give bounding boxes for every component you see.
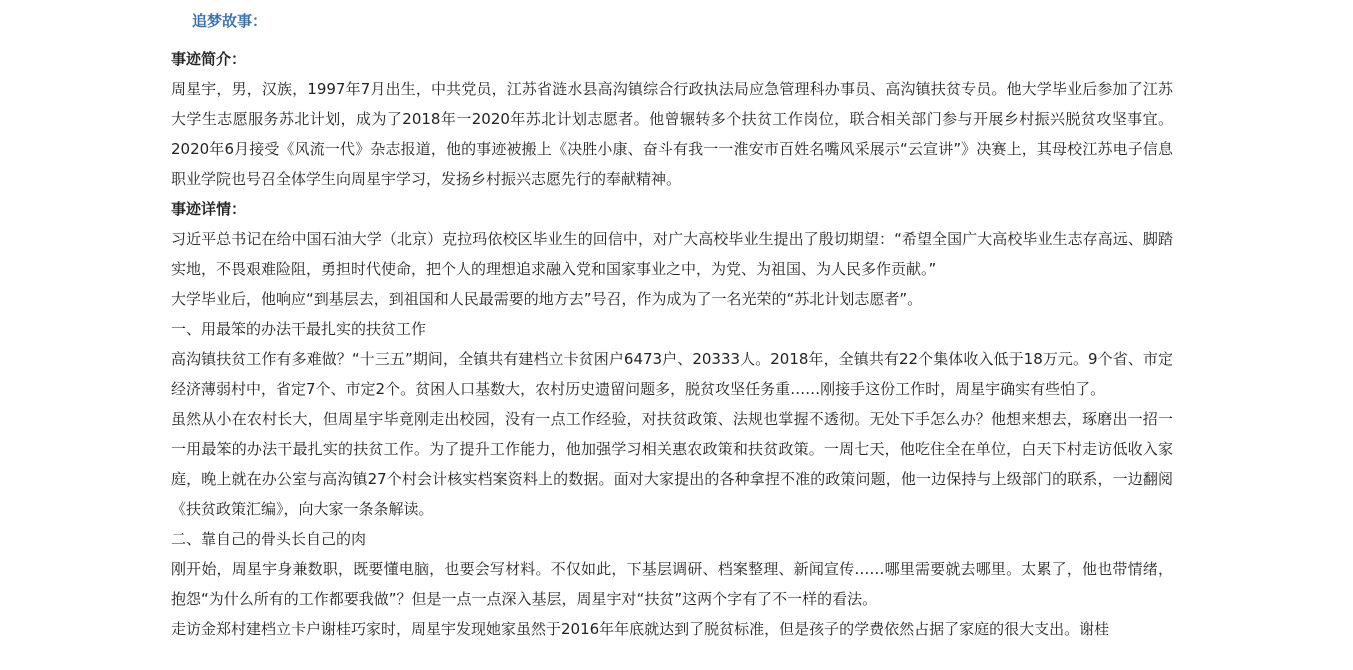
paragraph: 大学毕业后，他响应“到基层去，到祖国和人民最需要的地方去”号召，作为成为了一名光荣的“苏北计划志愿者”。 [171, 290, 923, 308]
intro-label: 事迹简介： [171, 50, 247, 68]
intro-paragraph: 周星宇，男，汉族，1997年7月出生，中共党员，江苏省涟水县高沟镇综合行政执法局应急管理科办事员、高沟镇扶贫专员。他大学毕业后参加了江苏大学生志愿服务苏北计划，成为了2018年一2020年苏北计划志愿者。他曾辗转多个扶贫工作岗位，联合相关部门参与开展乡村振兴脱贫攻坚事宜。2020年6月接受《风流一代》杂志报道，他的事迹被搬上《决胜小康、奋斗有我一一淮安市百姓名嘴风采展示“云宣讲”》决赛上，其母校江苏电子信息职业学院也号召全体学生向周星宇学习，发扬乡村振兴志愿先行的奉献精神。 [171, 80, 1173, 188]
detail-label: 事迹详情： [171, 200, 247, 218]
subheading: 二、靠自己的骨头长自己的肉 [171, 530, 367, 548]
paragraph: 习近平总书记在给中国石油大学（北京）克拉玛依校区毕业生的回信中，对广大高校毕业生提出了殷切期望：“希望全国广大高校毕业生志存高远、脚踏实地，不畏艰难险阻，勇担时代使命，把个人的理想追求融入党和国家事业之中，为党、为祖国、为人民多作贡献。” [171, 230, 1173, 278]
article-body [171, 44, 1173, 644]
paragraph: 走访金郑村建档立卡户谢桂巧家时，周星宇发现她家虽然于2016年年底就达到了脱贫标准，但是孩子的学费依然占据了家庭的很大支出。谢桂 [171, 620, 1110, 638]
subheading: 一、用最笨的办法干最扎实的扶贫工作 [171, 320, 427, 338]
paragraph: 虽然从小在农村长大，但周星宇毕竟刚走出校园，没有一点工作经验，对扶贫政策、法规也掌握不透彻。无处下手怎么办？他想来想去，琢磨出一招一一用最笨的办法干最扎实的扶贫工作。为了提升工作能力，他加强学习相关惠农政策和扶贫政策。一周七天，他吃住全在单位，白天下村走访低收入家庭，晚上就在办公室与高沟镇27个村会计核实档案资料上的数据。面对大家提出的各种拿捏不准的政策问题，他一边保持与上级部门的联系，一边翻阅《扶贫政策汇编》，向大家一条条解读。 [171, 410, 1173, 518]
section-title: 追梦故事： [192, 12, 268, 30]
paragraph: 高沟镇扶贫工作有多难做？“十三五”期间，全镇共有建档立卡贫困户6473户、20333人。2018年，全镇共有22个集体收入低于18万元。9个省、市定经济薄弱村中，省定7个、市定2个。贫困人口基数大，农村历史遗留问题多，脱贫攻坚任务重……刚接手这份工作时，周星宇确实有些怕了。 [171, 350, 1173, 398]
paragraph: 刚开始，周星宇身兼数职，既要懂电脑，也要会写材料。不仅如此，下基层调研、档案整理、新闻宣传……哪里需要就去哪里。太累了，他也带情绪，抱怨“为什么所有的工作都要我做”？但是一点一点深入基层，周星宇对“扶贫”这两个字有了不一样的看法。 [171, 560, 1173, 608]
